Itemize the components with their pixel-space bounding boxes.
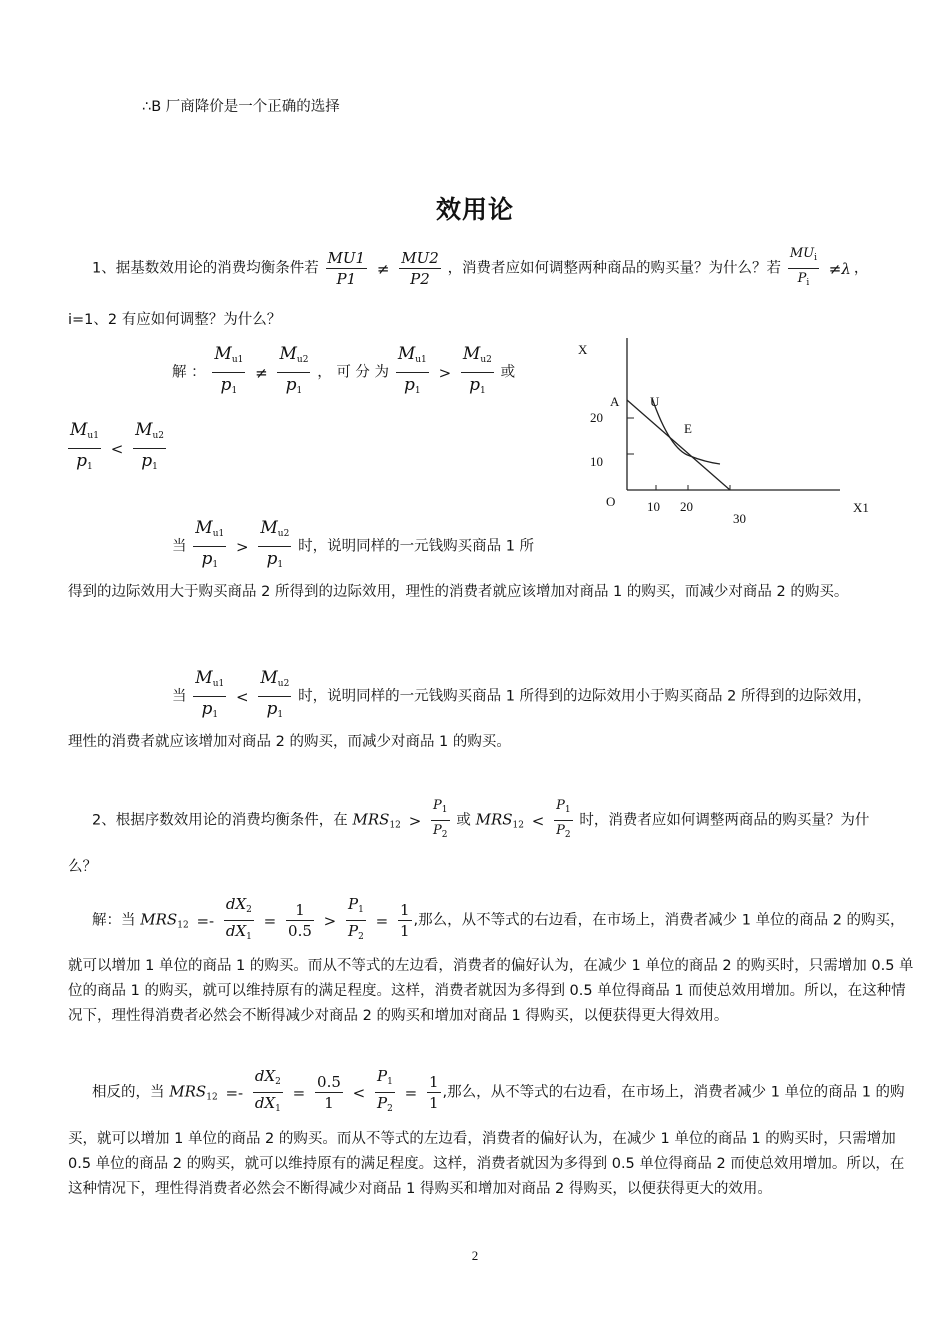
mu1-over-p1: $\frac{M_{u1}}{p_1}$ xyxy=(214,344,244,396)
not-equal-lambda: ≠λ xyxy=(828,259,851,278)
question-2: 2、根据序数效用论的消费均衡条件，在 $MRS_{12}$ > $\frac{P_1}{P_2}$ 或 $MRS_{12}$ < $\frac{P_1}{P_2}$ 时，消费者应如何调整两商品的购买量？为什 xyxy=(92,798,870,840)
x-axis-label: X1 xyxy=(853,500,869,515)
budget-line xyxy=(627,400,730,490)
question-1-line2: i=1、2 有应如何调整？为什么？ xyxy=(68,312,282,328)
question-1-mid: ，消费者应如何调整两种商品的购买量？为什么？若 xyxy=(447,260,782,277)
mu2-over-p1: $\frac{M_{u2}}{p_1}$ xyxy=(279,344,309,396)
question-1-lead: 1、据基数效用论的消费均衡条件若 xyxy=(92,260,319,277)
mu1-over-p1: $\frac{MU1}{P1}$ xyxy=(327,249,366,288)
solution-3-intro: 相反的，当 $MRS_{12}$ =- $\frac{dX_2}{dX_1}$ = $\frac{0.5}{1}$ < $\frac{P_1}{P_2}$ = $\frac{1}{1}$ ,那么，从不等式的右边看，在市场上，消费者减少 1 单位的商品 1 的购 xyxy=(92,1067,905,1114)
curve-u-label: U xyxy=(650,394,660,409)
point-a-label: A xyxy=(610,394,620,409)
point-e-label: E xyxy=(684,421,692,436)
page-number: 2 xyxy=(471,1248,479,1263)
x-tick-label: 10 xyxy=(647,499,660,514)
solution-2-intro: 解：当 $MRS_{12}$ =- $\frac{dX_2}{dX_1}$ = $\frac{1}{0.5}$ > $\frac{P_1}{P_2}$ = $\frac{1}{1}$ ,那么，从不等式的右边看，在市场上，消费者减少 1 单位的商品 2 的购买， xyxy=(92,895,905,942)
indifference-curve-graph xyxy=(570,330,890,530)
not-equal-sign: ≠ xyxy=(376,259,390,278)
y-tick-label: 10 xyxy=(590,454,603,469)
question-1: 1、据基数效用论的消费均衡条件若 $\frac{MU1}{P1}$ ≠ $\frac{MU2}{P2}$ ，消费者应如何调整两种商品的购买量？为什么？若 $\frac{MU_i}{P_i}$ ≠λ ， xyxy=(92,244,868,293)
question-2-line2: 么？ xyxy=(68,859,97,875)
solution-1-intro: 解 ： $\frac{M_{u1}}{p_1}$ ≠ $\frac{M_{u2}}{p_1}$ ， 可 分 为 $\frac{M_{u1}}{p_1}$ > $\frac{M_{u2}}{p_1}$ 或 xyxy=(172,342,515,403)
x-tick-label: 20 xyxy=(680,499,693,514)
solution-1-case2-cont: 理性的消费者就应该增加对商品 2 的购买，而减少对商品 1 的购买。 xyxy=(68,734,511,750)
mu2-over-p2: $\frac{MU2}{P2}$ xyxy=(401,249,439,288)
page-title: 效用论 xyxy=(435,195,514,224)
mui-over-pi: $\frac{MU_i}{P_i}$ xyxy=(789,246,818,288)
solution-1-case2-expr: $\frac{M_{u1}}{p_1}$ < $\frac{M_{u2}}{p_1}$ xyxy=(70,420,165,472)
x-tick-label: 30 xyxy=(733,511,746,526)
origin-label: O xyxy=(606,494,616,509)
solution-3-cont: 买，就可以增加 1 单位的商品 2 的购买。而从不等式的左边看，消费者的偏好认为，在减少 1 单位的商品 1 的购买时，只需增加 0.5 单位的商品 2 的购买，就可以维持原有的满足程度。这样，消费者就因为多得到 0.5 单位得商品 2 而使总效用增加。所以，在这种情况下，理性得消费者必然会不断得减少对商品 1 得购买和增加对商品 2 得购买，以便获得更大的效用。 xyxy=(68,1131,905,1197)
y-axis-label: X xyxy=(578,342,588,357)
conclusion-line: ∴B 厂商降价是一个正确的选择 xyxy=(142,99,340,115)
solution-2-cont: 就可以增加 1 单位的商品 1 的购买。而从不等式的左边看，消费者的偏好认为，在减少 1 单位的商品 2 的购买时，只需增加 0.5 单位的商品 1 的购买，就可以维持原有的满足程度。这样，消费者就因为多得到 0.5 单位得商品 1 而使总效用增加。所以，在这种情况下，理性得消费者必然会不断得减少对商品 2 的购买和增加对商品 1 得购买，以便获得更大得效用。 xyxy=(68,958,914,1024)
solution-1-case2: 当 $\frac{M_{u1}}{p_1}$ < $\frac{M_{u2}}{p_1}$ 时，说明同样的一元钱购买商品 1 所得到的边际效用小于购买商品 2 所得到的边际效用， xyxy=(172,668,872,720)
y-tick-label: 20 xyxy=(590,410,603,425)
solution-1-case1-cont: 得到的边际效用大于购买商品 2 所得到的边际效用，理性的消费者就应该增加对商品 1 的购买，而减少对商品 2 的购买。 xyxy=(68,584,849,600)
solution-1-case1: 当 $\frac{M_{u1}}{p_1}$ > $\frac{M_{u2}}{p_1}$ 时，说明同样的一元钱购买商品 1 所 xyxy=(172,518,535,570)
